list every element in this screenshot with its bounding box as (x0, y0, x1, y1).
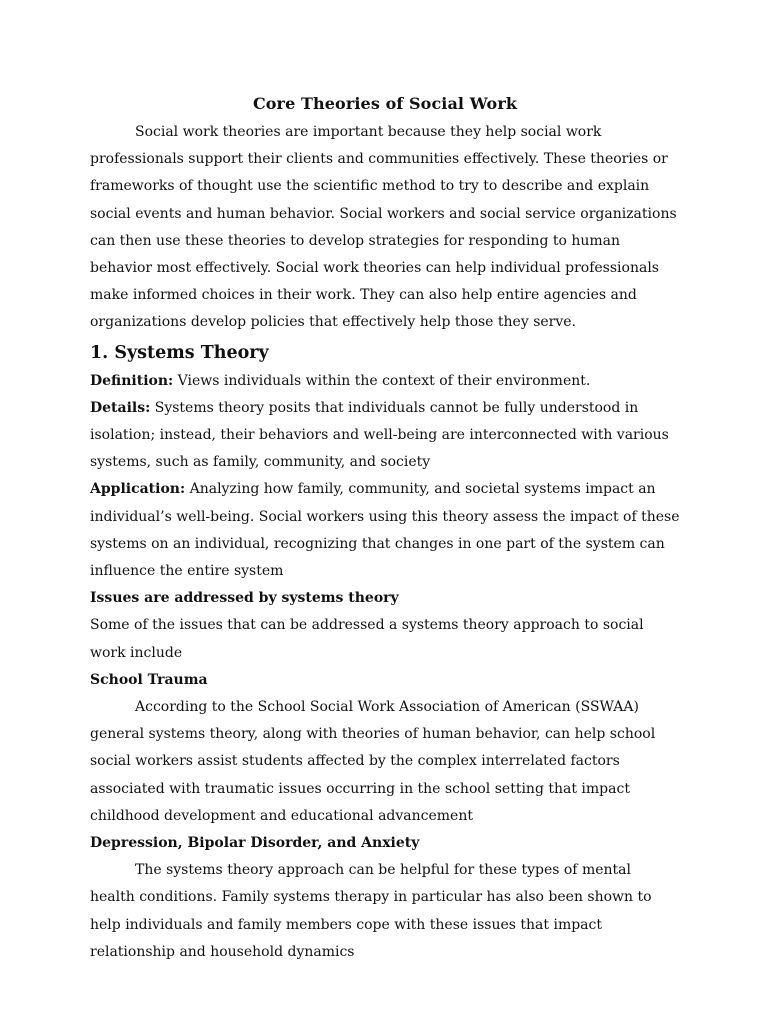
issues-heading: Issues are addressed by systems theory (90, 590, 399, 607)
issues-intro: Some of the issues that can be addressed a systems theory approach to social work include (90, 617, 644, 661)
school-trauma-heading: School Trauma (90, 671, 208, 688)
details-label: Details: (90, 399, 151, 416)
depression-heading: Depression, Bipolar Disorder, and Anxiety (90, 835, 420, 852)
intro-paragraph: Social work theories are important because they help social work professionals support their clients and communities effectively. These theories or frameworks of thought use the scientific method to try to describe and explain social events and human behavior. Social workers and social service organizations can then use these theories to develop strategies for responding to human behavior most effectively. Social work theories can help individual professionals make informed choices in their work. They can also help entire agencies and organizations develop policies that effectively help those they serve. (90, 124, 677, 331)
section-heading-systems-theory: 1. Systems Theory (90, 342, 269, 363)
school-trauma-paragraph: According to the School Social Work Association of American (SSWAA) general systems theory, along with theories of human behavior, can help school social workers assist students affected by the complex interrelated factors associated with traumatic issues occurring in the school setting that impact childhood development and educational advancement (90, 699, 656, 824)
definition-paragraph (90, 368, 680, 395)
document-title: Core Theories of Social Work (252, 94, 518, 113)
application-paragraph (90, 476, 680, 585)
details-paragraph (90, 395, 680, 477)
definition-label: Definition: (90, 372, 174, 389)
details-text: Systems theory posits that individuals cannot be fully understood in isolation; instead, their behaviors and well-being are interconnected with various systems, such as family, community, and society (90, 399, 669, 471)
depression-paragraph: The systems theory approach can be helpful for these types of mental health conditions. Family systems therapy in particular has also been shown to help individuals and family members cope with these issues that impact relationship and household dynamics (90, 862, 652, 960)
definition-text: Views individuals within the context of their environment. (173, 372, 591, 389)
application-text: Analyzing how family, community, and societal systems impact an individual’s well-being. Social workers using this theory assess the impact of these systems on an individual, recognizing that changes in one part of the system can influence the entire system (90, 481, 680, 580)
application-label: Application: (90, 481, 186, 498)
